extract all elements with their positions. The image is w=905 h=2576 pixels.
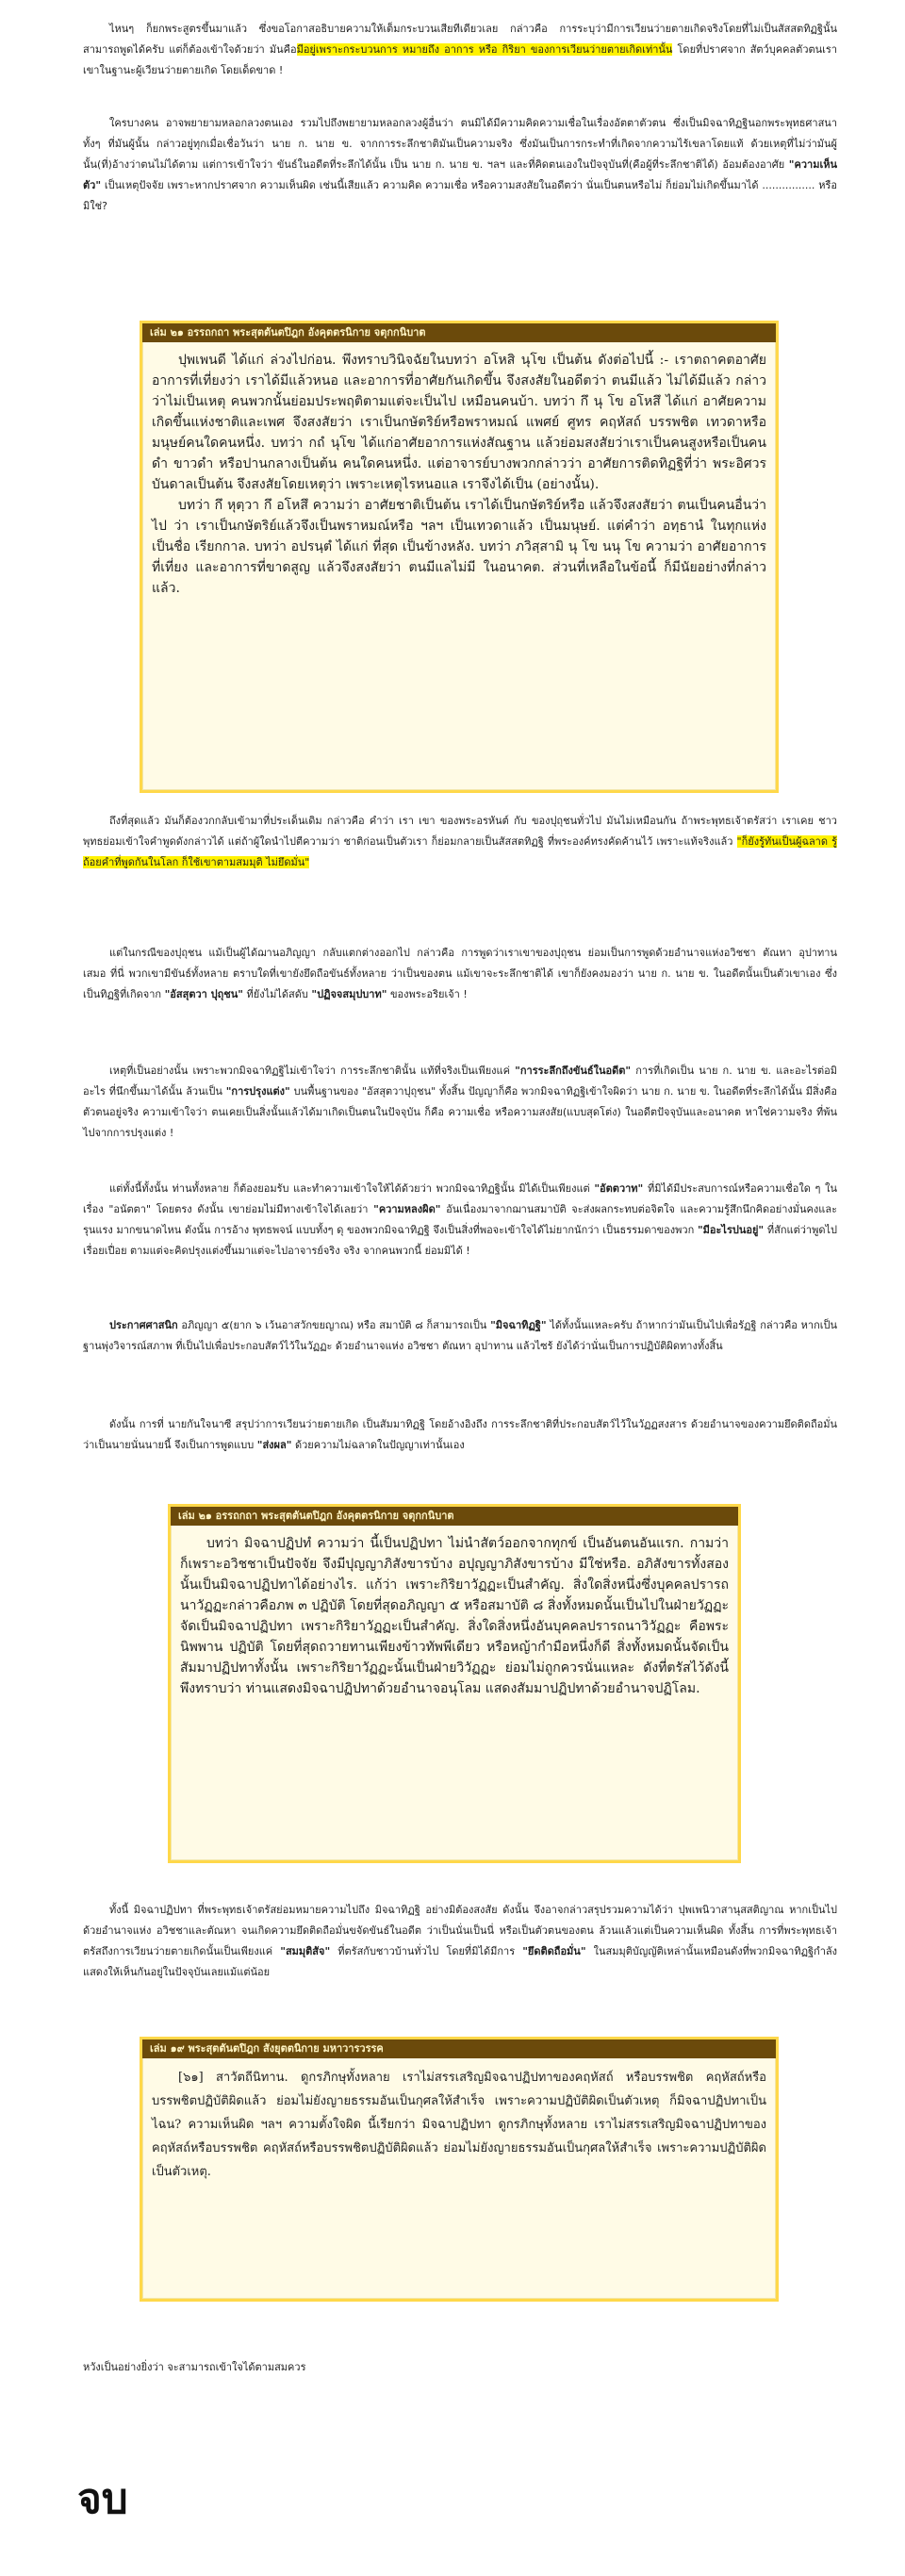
- scripture-scan-3: [140, 2037, 779, 2302]
- paragraph-1: ไหนๆ ก็ยกพระสูตรขึ้นมาแล้ว ซึ่งขอโอกาสอธิบายความให้เต็มกระบวนเสียทีเดียวเลย กล่าวคือ การระบุว่ามีการเวียนว่ายตายเกิดจริงโดยที่ไม่เป็นสัสสตทิฏฐินั้น สามารถพูดได้ครับ แต่ก็ต้องเข้าใจด้วยว่า มันคือมีอยู่เพราะกระบวนการ หมายถึง อาการ หรือ กิริยา ของการเวียนว่ายตายเกิดเท่านั้น โดยที่ปราศจาก สัตว์บุคคลตัวตนเราเขาในฐานะผู้เวียนว่ายตายเกิด โดยเด็ดขาด !: [83, 23, 838, 76]
- paragraph-9: ทั้งนี้ มิจฉาปฏิปทา ที่พระพุทธเจ้าตรัสย่อมหมายความไปถึง มิจฉาทิฏฐิ อย่างมิต้องสงสัย ดังนั้น จึงอาจกล่าวสรุปรวมความได้ว่า ปุพเพนิวาสานุสสติญาณ หากเป็นไปด้วยอำนาจแห่ง อวิชชาและตัณหา จนเกิดความยึดติดถือมั่นขจัดขันธ์ในอดีต ว่าเป็นนั่นเป็นนี่ หรือเป็นตัวตนของตน ล้วนแล้วแต่เป็นความเห็นผิด ทั้งสิ้น การที่พระพุทธเจ้าตรัสถึงการเวียนว่ายตายเกิดนั้นเป็นเพียงแค่ "สมมุติสัจ" ที่ตรัสกับชาวบ้านทั่วไป โดยที่มิได้มีการ "ยึดติดถือมั่น" ในสมมุติบัญญัติเหล่านั้นเหมือนดังที่พวกมิจฉาทิฏฐิกำลังแสดงให้เห็นกันอยู่ในปัจจุบันเลยแม้แต่น้อย: [83, 1904, 837, 1978]
- scan-header: เล่ม ๒๑ อรรถกถา พระสุตตันตปิฎก อังคุตตรนิกาย จตุกกนิบาต: [142, 323, 776, 342]
- paragraph-5: เหตุที่เป็นอย่างนั้น เพราะพวกมิจฉาทิฏฐิไม่เข้าใจว่า การระลึกชาตินั้น แท้ที่จริงเป็นเพียงแค่ "การระลึกถึงขันธ์ในอดีต" การที่เกิดเป็น นาย ก. นาย ข. และอะไรต่อมิอะไร ที่นึกขึ้นมาได้นั้น ล้วนเป็น "การปรุงแต่ง" บนพื้นฐานของ "อัสสุตวาปุถุชน" ทั้งสิ้น ปัญญาก็คือ พวกมิจฉาทิฏฐิเข้าใจผิดว่า นาย ก. นาย ข. ในอดีตที่ระลึกได้นั้น มีสิ่งคือตัวตนอยู่จริง ความเข้าใจว่า ตนเคยเป็นสิ่งนั้นแล้วได้มาเกิดเป็นตนในปัจจุบัน ก็คือ ความเชื่อ หรือความสงสัย(แบบสุดโต่ง) ในอดีตปัจจุบันและอนาคต หาใช่ความจริง ที่พ้นไปจากการปรุงแต่ง !: [83, 1065, 837, 1139]
- scan-header: เล่ม ๑๙ พระสุตตันตปิฎก สังยุตตนิกาย มหาวารวรรค: [142, 2039, 776, 2058]
- highlighted-text: "ก็ยังรู้ทันเป็นผู้ฉลาด รู้ถ้อยคำที่พูดกันในโลก ก็ใช้เขาตามสมมุติ ไม่ยึดมั่น": [83, 835, 837, 868]
- scan-text: บทว่า มิจฉาปฏิปทํ ความว่า นี้เป็นปฏิปทา ไม่นำสัตว์ออกจากทุกข์ เป็นอันตนอันแรก. กามว่า ก็เพราะอวิชชาเป็นปัจจัย จึงมีปุญญาภิสังขารบ้าง อปุญญาภิสังขารบ้าง มีใช่หรือ. อภิสังขารทั้งสองนั้นเป็นมิจฉาปฏิปทาได้อย่างไร. แก้ว่า เพราะกิริยาวัฏฏะเป็นสำคัญ. สิ่งใดสิ่งหนึ่งซึ่งบุคคลปรารถนาวัฏฏะกล่าวคือภพ ๓ ปฏิบัติ โดยที่สุดอภิญญา ๕ หรือสมาบัติ ๘ สิ่งทั้งหมดนั้นเป็นไปในฝ่ายวัฏฏะ จัดเป็นมิจฉาปฏิปทา เพราะกิริยาวัฏฏะเป็นสำคัญ. สิ่งใดสิ่งหนึ่งอันบุคคลปรารถนาวิวัฏฏะ คือพระนิพพาน ปฏิบัติ โดยที่สุดถวายทานเพียงข้าวทัพพีเดียว หรือหญ้ากำมือหนึ่งก็ดี สิ่งทั้งหมดนั้นจัดเป็นสัมมาปฏิปทาทั้งนั้น เพราะกิริยาวัฏฏะนั้นเป็นฝ่ายวิวัฏฏะ ย่อมไม่ถูกควรนั่นแหละ ดังที่ตรัสไว้ดังนี้ พึงทราบว่า ท่านแสดงมิจฉาปฏิปทาด้วยอำนาจอนุโลม แสดงสัมมาปฏิปทาด้วยอำนาจปฏิโลม.: [180, 1536, 729, 1696]
- scripture-scan-1: [140, 321, 779, 793]
- paragraph-7: ประกาศศาสนิก อภิญญา ๕(ยาก ๖ เว้นอาสวักขยญาณ) หรือ สมาบัติ ๘ ก็สามารถเป็น "มิจฉาทิฏฐิ" ได้ทั้งนั้นแหละครับ ถ้าหากว่ามันเป็นไปเพื่อรัฏฐิ กล่าวคือ หากเป็น ฐานพุ่งวิจารณ์สภาพ ที่เป็นไปเพื่อประกอบสัตว์ไว้ในวัฏฏะ ด้วยอำนาจแห่ง อวิชชา ตัณหา อุปาทาน แล้วไซร้ ยังได้ว่านั่นเป็นการปฏิบัติผิดทางทั้งสิ้น: [83, 1319, 837, 1352]
- end-mark: จบ: [77, 2475, 128, 2523]
- paragraph-6: แต่ทั้งนี้ทั้งนั้น ท่านทั้งหลาย ก็ต้องยอมรับ และทำความเข้าใจให้ได้ด้วยว่า พวกมิจฉาทิฏฐินั้น มิได้เป็นเพียงแต่ "อัตตวาท" ที่มิได้มีประสบการณ์หรือความเชื่อใด ๆ ในเรื่อง "อนัตตา" โดยตรง ดังนั้น เขาย่อมไม่มีทางเข้าใจได้เลยว่า "ความหลงผิด" อันเนื่องมาจากฌานสมาบัติ จะส่งผลกระทบต่อจิตใจ และความรู้สึกนึกคิดอย่างมั่นคงและรุนแรง มากขนาดไหน ดังนั้น การอ้าง พุทธพจน์ แบบทั้งๆ ดุ ของพวกมิจฉาทิฏฐิ จึงเป็นสิ่งที่พอจะเข้าใจได้ไม่ยากนักว่า เป็นธรรมดาของพวก "มีอะไรปนอยู่" ที่สักแต่ว่าพูดไปเรื่อยเปื่อย ตามแต่จะคิดปรุงแต่งขึ้นมาแต่จะไปอาจารย์จริง จริง จากคนพวกนี้ ย่อมมิได้ !: [83, 1182, 837, 1257]
- scan-text: ปุพเพนดี ได้แก่ ล่วงไปก่อน. พึงทราบวินิจฉัยในบทว่า อโหสิ นุโข เป็นต้น ดังต่อไปนี้ :- เราตถาคตอาศัยอาการที่เที่ยงว่า เราได้มีแล้วหนอ และอาการที่อาศัยกันเกิดขึ้น จึงสงสัยในอดีตว่า ตนมีแล้ว ไม่ได้มีแล้ว กล่าวว่าไม่เป็นเหตุ คนพวกนั้นย่อมประพฤติตามแต่จะเป็นไป เหมือนคนบ้า. บทว่า กึ นุ โข อโหสึ ได้แก่ อาศัยความเกิดขึ้นแห่งชาติและเพศ จึงสงสัยว่า เราเป็นกษัตริย์หรือพราหมณ์ แพศย์ ศูทร คฤหัสถ์ บรรพชิต เทวดาหรือมนุษย์คนใดคนหนึ่ง. บทว่า กถํ นุโข ได้แก่อาศัยอาการแห่งสัณฐาน แล้วย่อมสงสัยว่าเราเป็นคนสูงหรือเป็นคนดำ ขาวดำ หรือปานกลางเป็นต้น คนใดคนหนึ่ง. แต่อาจารย์บางพวกกล่าวว่า อาศัยการติดทิฏฐิที่ว่า พระอิศวรบันดาลเป็นต้น จึงสงสัยโดยเหตุว่า เพราะเหตุไรหนอแล เราจึงได้เป็น (อย่างนั้น). บทว่า กึ หุตฺวา กึ อโหสึ ความว่า อาศัยชาติเป็นต้น เราได้เป็นกษัตริย์หรือ แล้วจึงสงสัยว่า ตนเป็นคนอื่นว่าไป ว่า เราเป็นกษัตริย์แล้วจึงเป็นพราหมณ์หรือ ฯลฯ เป็นเทวดาแล้ว เป็นมนุษย์. แต่คำว่า อทฺธานํ ในทุกแห่ง เป็นชื่อ เรียกกาล. บทว่า อปรนฺตํ ได้แก่ ที่สุด เป็นข้างหลัง. บทว่า ภวิสฺสามิ นุ โข นนุ โข ความว่า อาศัยอาการที่เที่ยง และอาการที่ขาดสูญ แล้วจึงสงสัยว่า ตนมีแลไม่มี ในอนาคต. ส่วนที่เหลือในข้อนี้ ก็มีนัยอย่างที่กล่าวแล้ว.: [152, 353, 766, 596]
- paragraph-2: ใครบางคน อาจพยายามหลอกลวงตนเอง รวมไปถึงพยายามหลอกลวงผู้อื่นว่า ตนมิได้มีความคิดความเชื่อในเรื่องอัตตาตัวตน ซึ่งเป็นมิจฉาทิฏฐินอกพระพุทธศาสนาทั้งๆ ที่มันผู้นั้น กล่าวอยู่ทุกเมื่อเชื่อวันว่า นาย ก. นาย ข. จากการระลึกชาติมันเป็นความจริง ซึ่งมันเป็นการกระทำที่เกิดจากความไร้เขลาโดยแท้ ด้วยเหตุที่ไม่ว่ามันผู้นั้น(ที่)อ้างว่าตนไม่ได้ตาม แต่การเข้าใจว่า ขันธ์ในอดีตที่ระลึกได้นั้น เป็น นาย ก. นาย ข. ฯลฯ และที่คิดตนเองในปัจจุบันที่(คือผู้ที่ระลึกชาติได้) อ้อมต้องอาศัย "ความเห็นตัว" เป็นเหตุปัจจัย เพราะหากปราศจาก ความเห็นผิด เช่นนี้เสียแล้ว ความคิด ความเชื่อ หรือความสงสัยในอดีตว่า นั่นเป็นตนหรือไม่ ก็ย่อมไม่เกิดขึ้นมาได้ ................ หรือมิใช่?: [83, 117, 837, 212]
- highlighted-text: มีอยู่เพราะกระบวนการ หมายถึง อาการ หรือ กิริยา ของการเวียนว่ายตายเกิดเท่านั้น: [296, 43, 673, 56]
- paragraph-8: ดังนั้น การที่ นายกันใจนาซี สรุปว่าการเวียนว่ายตายเกิด เป็นสัมมาทิฏฐิ โดยอ้างอิงถึง การระลึกชาติที่ประกอบสัตว์ไว้ในวัฏฏสงสาร ด้วยอำนาจของความยึดติดถือมั่นว่าเป็นนายนั่นนายนี้ จึงเป็นการพูดแบบ "ส่งผล" ด้วยความไม่ฉลาดในปัญญาเท่านั้นเอง: [83, 1418, 837, 1451]
- paragraph-3: ถึงที่สุดแล้ว มันก็ต้องวกกลับเข้ามาที่ประเด็นเดิม กล่าวคือ คำว่า เรา เขา ของพระอรหันต์ กับ ของปุถุชนทั่วไป มันไม่เหมือนกัน ถ้าพระพุทธเจ้าตรัสว่า เราเคย ชาวพุทธย่อมเข้าใจคำพูดดังกล่าวได้ แต่ถ้าผู้ใดนำไปตีความว่า ชาติก่อนเป็นตัวเรา ก็ย่อมกลายเป็นสัสสตทิฏฐิ ที่พระองค์ทรงคัดค้านไว้ เพราะแท้จริงแล้ว "ก็ยังรู้ทันเป็นผู้ฉลาด รู้ถ้อยคำที่พูดกันในโลก ก็ใช้เขาตามสมมุติ ไม่ยึดมั่น": [83, 815, 837, 868]
- scan-text: [๖๑] สาวัตถีนิทาน. ดูกรภิกษุทั้งหลาย เราไม่สรรเสริญมิจฉาปฏิปทาของคฤหัสถ์ หรือบรรพชิต คฤหัสถ์หรือบรรพชิตปฏิบัติผิดแล้ว ย่อมไม่ยังญายธรรมอันเป็นกุศลให้สำเร็จ เพราะความปฏิบัติผิดเป็นตัวเหตุ ก็มิจฉาปฏิปทาเป็นไฉน? ความเห็นผิด ฯลฯ ความตั้งใจผิด นี้เรียกว่า มิจฉาปฏิปทา ดูกรภิกษุทั้งหลาย เราไม่สรรเสริญมิจฉาปฏิปทาของคฤหัสถ์หรือบรรพชิต คฤหัสถ์หรือบรรพชิตปฏิบัติผิดแล้ว ย่อมไม่ยังญายธรรมอันเป็นกุศลให้สำเร็จ เพราะความปฏิบัติผิดเป็นตัวเหตุ.: [152, 2071, 766, 2179]
- scan-header: เล่ม ๒๑ อรรถกถา พระสุตตันตปิฎก อังคุตตรนิกาย จตุกกนิบาต: [171, 1507, 738, 1526]
- paragraph-4: แต่ในกรณีของปุถุชน แม้เป็นผู้ได้ฌานอภิญญา กลับแตกต่างออกไป กล่าวคือ การพูดว่าเราเขาของปุถุชน ย่อมเป็นการพูดด้วยอำนาจแห่งอวิชชา ตัณหา อุปาทาน เสมอ ที่นี่ พวกเขามีขันธ์ทั้งหลาย ตราบใดที่เขายังยึดถือขันธ์ทั้งหลาย ว่าเป็นของตน แม้เขาจะระลึกชาติได้ เขาก็ยังคงมองว่า นาย ก. นาย ข. ในอดีตนั้นเป็นตัวเขาเอง ซึ่งเป็นทิฏฐิที่เกิดจาก "อัสสุตวา ปุถุชน" ที่ยังไม่ได้สดับ "ปฏิจจสมุปบาท" ของพระอริยเจ้า !: [83, 947, 837, 1000]
- scripture-scan-2: [168, 1504, 741, 1863]
- closing-line: หวังเป็นอย่างยิ่งว่า จะสามารถเข้าใจได้ตามสมควร: [83, 2361, 306, 2373]
